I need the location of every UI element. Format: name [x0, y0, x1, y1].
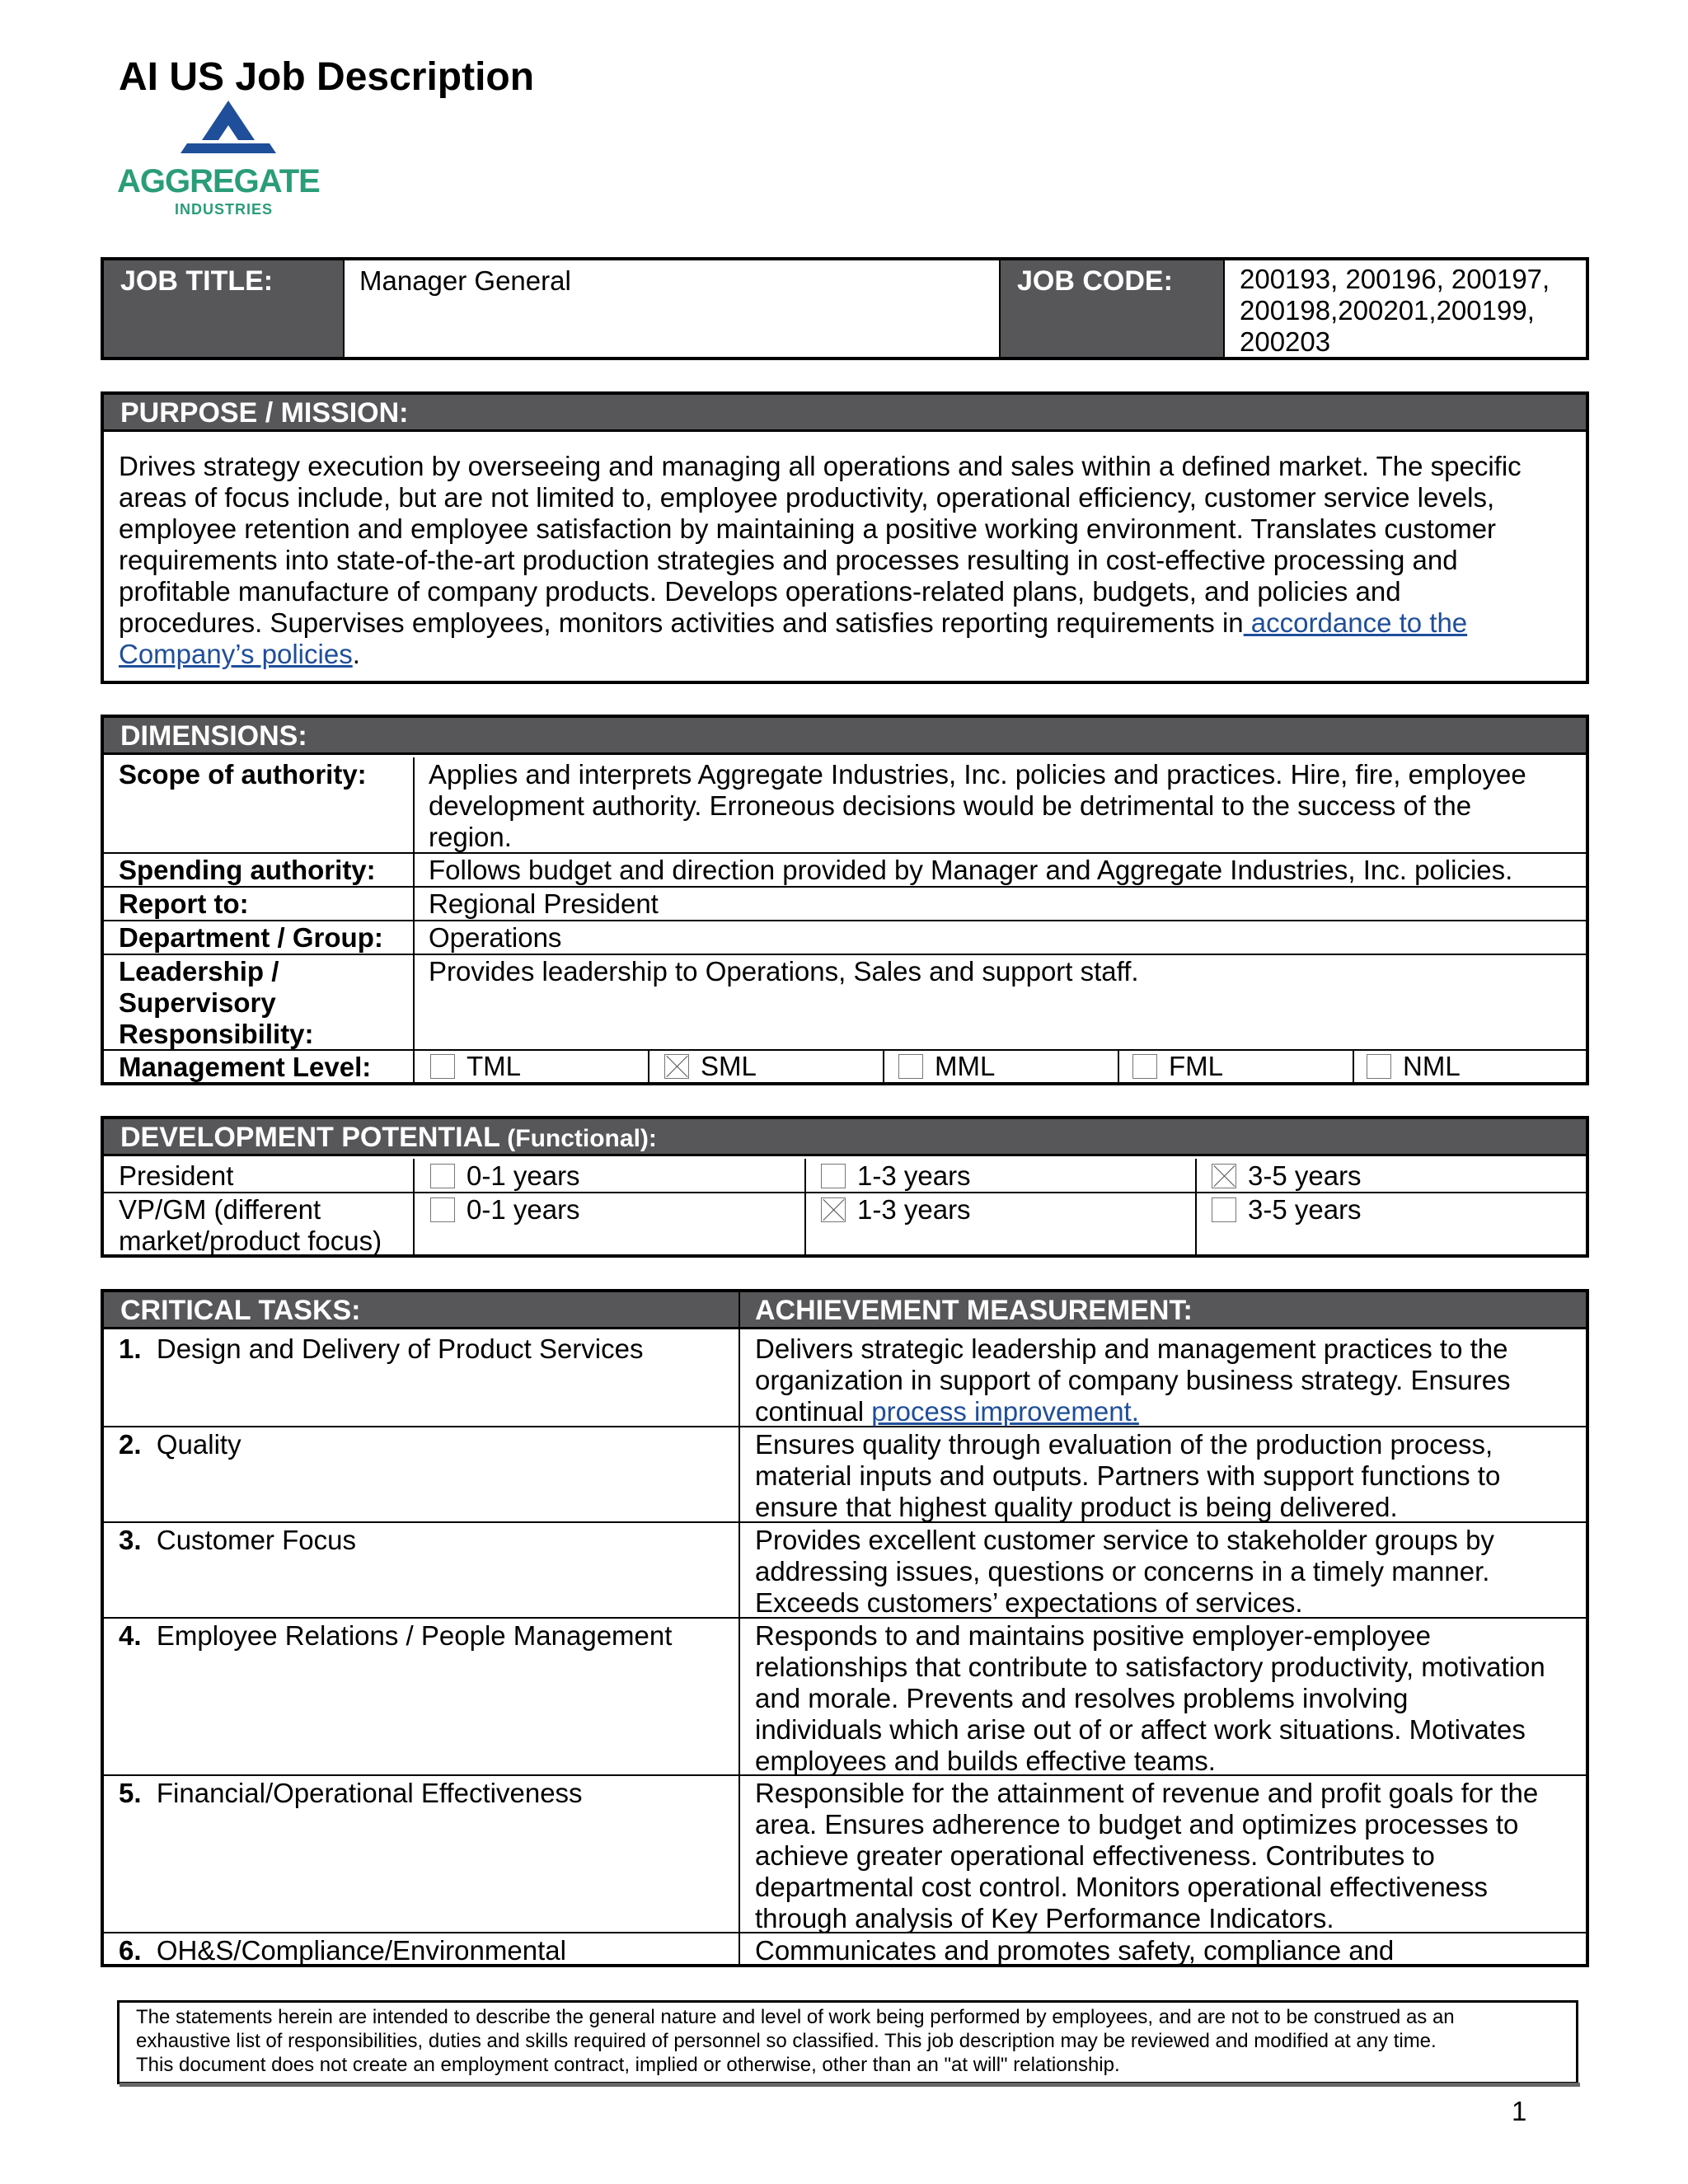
- leadership-value: Provides leadership to Operations, Sales and support staff.: [429, 956, 1139, 987]
- disclaimer-box: [117, 2000, 1578, 2084]
- dev-role-line: market/product focus): [119, 1226, 382, 1256]
- dev-timeframe-option: 3-5 years: [1248, 1194, 1362, 1225]
- dev-timeframe-option: 0-1 years: [467, 1160, 580, 1191]
- dev-timeframe-option: 1-3 years: [857, 1160, 971, 1191]
- task-cell: [119, 1333, 643, 1365]
- scope-line: region.: [429, 822, 512, 852]
- spending-label: Spending authority:: [119, 855, 376, 885]
- job-title-label: JOB TITLE:: [120, 265, 274, 297]
- report-label: Report to:: [119, 888, 249, 919]
- dev-timeframe-option: 1-3 years: [857, 1194, 971, 1225]
- management-level-option: FML: [1169, 1051, 1223, 1081]
- dept-label: Department / Group:: [119, 922, 383, 953]
- job-title-value: Manager General: [359, 265, 571, 296]
- job-code-line: 200198,200201,200199,: [1240, 295, 1535, 326]
- measurement-line: individuals which arise out of or affect work situations. Motivates: [755, 1714, 1526, 1745]
- measurement-cell: [755, 1935, 1579, 1966]
- page-title: AI US Job Description: [119, 55, 535, 99]
- management-level-option: TML: [467, 1051, 521, 1081]
- development-header: [104, 1119, 1586, 1156]
- task-number: 2.: [119, 1429, 142, 1460]
- purpose-line-text: procedures. Supervises employees, monitors activities and satisfies reporting requirements in: [119, 607, 1244, 638]
- purpose-header-text: PURPOSE / MISSION:: [120, 397, 409, 429]
- dev-timeframe-checkbox[interactable]: [1212, 1164, 1236, 1188]
- measurement-line: Communicates and promotes safety, compliance and: [755, 1935, 1395, 1966]
- task-name: Quality: [156, 1429, 241, 1460]
- measurement-line: relationships that contribute to satisfactory productivity, motivation: [755, 1652, 1545, 1682]
- dev-timeframe-checkbox[interactable]: [1212, 1197, 1236, 1222]
- measurement-line: and morale. Prevents and resolves problems involving: [755, 1683, 1409, 1713]
- job-title-label-cell: [104, 260, 343, 357]
- measurement-line: Delivers strategic leadership and management practices to the: [755, 1333, 1508, 1364]
- purpose-section: [101, 391, 1589, 684]
- purpose-line: requirements into state-of-the-art production strategies and processes resulting in cost-effective processing and: [119, 545, 1458, 575]
- measurement-line: employees and builds effective teams.: [755, 1746, 1216, 1776]
- measurement-line: ensure that highest quality product is being delivered.: [755, 1492, 1398, 1522]
- task-number: 4.: [119, 1620, 142, 1651]
- measurement-cell: [755, 1525, 1579, 1619]
- measurement-line-text: continual: [755, 1396, 872, 1427]
- task-number: 3.: [119, 1525, 142, 1555]
- purpose-line: Drives strategy execution by overseeing and managing all operations and sales within a defined market. The specific: [119, 451, 1522, 481]
- purpose-line: areas of focus include, but are not limited to, employee productivity, operational efficiency, customer service levels,: [119, 482, 1495, 513]
- disclaimer-line: exhaustive list of responsibilities, duties and skills required of personnel so classified. This job description may be reviewed and modified at any time.: [136, 2030, 1437, 2052]
- dept-value: Operations: [429, 922, 562, 953]
- tasks-header: [104, 1292, 1586, 1329]
- measurement-cell: [755, 1333, 1579, 1427]
- dev-role-line: President: [119, 1160, 234, 1191]
- dev-role: [119, 1160, 233, 1192]
- measurement-line-end: .: [1131, 1396, 1139, 1427]
- report-value: Regional President: [429, 888, 659, 919]
- management-level-checkbox[interactable]: [1132, 1054, 1157, 1079]
- measurement-line: addressing issues, questions or concerns in a timely manner.: [755, 1556, 1490, 1586]
- dimensions-header: [104, 718, 1586, 755]
- company-logo: [117, 99, 348, 223]
- purpose-line: [119, 607, 1578, 639]
- task-name: Design and Delivery of Product Services: [156, 1333, 644, 1364]
- job-code-label: JOB CODE:: [1017, 265, 1173, 297]
- leadership-label-line: Supervisory: [119, 987, 276, 1018]
- dev-timeframe-checkbox[interactable]: [821, 1164, 846, 1188]
- mgmt-label: Management Level:: [119, 1052, 372, 1082]
- scope-line: development authority. Erroneous decisions would be detrimental to the success of the: [429, 790, 1472, 821]
- logo-brand-text: AGGREGATE: [117, 163, 320, 199]
- job-code-line: 200193, 200196, 200197,: [1240, 264, 1550, 294]
- page-number: 1: [1512, 2096, 1527, 2126]
- task-number: 1.: [119, 1333, 142, 1364]
- management-level-option: SML: [701, 1051, 757, 1081]
- development-section: [101, 1116, 1589, 1258]
- policies-link-cont[interactable]: Company’s policies: [119, 639, 353, 669]
- purpose-header: [104, 395, 1586, 432]
- measurement-line: departmental cost control. Monitors operational effectiveness: [755, 1872, 1489, 1902]
- measurement-line: Ensures quality through evaluation of the production process,: [755, 1429, 1493, 1460]
- task-name: OH&S/Compliance/Environmental: [156, 1935, 566, 1966]
- management-level-option: MML: [935, 1051, 996, 1081]
- measurement-line: area. Ensures adherence to budget and optimizes processes to: [755, 1809, 1519, 1840]
- dev-role-line: VP/GM (different: [119, 1194, 321, 1225]
- dev-timeframe-option: 3-5 years: [1248, 1160, 1362, 1191]
- measurement-line: [755, 1396, 1579, 1427]
- leadership-label-line: Responsibility:: [119, 1019, 314, 1049]
- spending-value: Follows budget and direction provided by Manager and Aggregate Industries, Inc. policies.: [429, 855, 1513, 885]
- dev-role: [119, 1194, 382, 1257]
- purpose-line-end: .: [352, 639, 360, 669]
- logo-sub-text: INDUSTRIES: [175, 201, 274, 218]
- task-name: Financial/Operational Effectiveness: [156, 1778, 583, 1808]
- measurement-cell: [755, 1429, 1579, 1523]
- measurement-line: Exceeds customers’ expectations of services.: [755, 1587, 1303, 1618]
- task-cell: [119, 1429, 241, 1460]
- purpose-line: [119, 639, 1578, 670]
- tasks-header-right: ACHIEVEMENT MEASUREMENT:: [755, 1295, 1193, 1326]
- task-number: 5.: [119, 1778, 142, 1808]
- critical-tasks-section: [101, 1289, 1589, 1967]
- policies-link[interactable]: accordance to the: [1243, 607, 1468, 638]
- dev-timeframe-checkbox[interactable]: [430, 1197, 455, 1222]
- scope-label: Scope of authority:: [119, 759, 367, 790]
- dev-timeframe-option: 0-1 years: [467, 1194, 580, 1225]
- purpose-line: profitable manufacture of company products. Develops operations-related plans, budgets, and policies and: [119, 576, 1401, 607]
- task-cell: [119, 1935, 566, 1966]
- measurement-line: Responds to and maintains positive employer-employee: [755, 1620, 1431, 1651]
- scope-value: [429, 759, 1582, 853]
- task-number: 6.: [119, 1935, 142, 1966]
- process-improvement-link[interactable]: process improvement: [871, 1396, 1132, 1427]
- measurement-line: Responsible for the attainment of revenue and profit goals for the: [755, 1778, 1539, 1808]
- leadership-label: [119, 956, 314, 1050]
- logo-mark-icon: [179, 99, 278, 157]
- dimensions-section: [101, 715, 1589, 1085]
- tasks-header-left: CRITICAL TASKS:: [120, 1295, 361, 1326]
- disclaimer-line: This document does not create an employment contract, implied or otherwise, other than an "at will" relationship.: [136, 2054, 1120, 2076]
- purpose-body: [119, 451, 1578, 670]
- management-level-checkbox[interactable]: [664, 1054, 689, 1079]
- dev-timeframe-checkbox[interactable]: [821, 1197, 846, 1222]
- job-code-line: 200203: [1240, 326, 1331, 357]
- measurement-line: achieve greater operational effectiveness. Contributes to: [755, 1840, 1435, 1871]
- leadership-label-line: Leadership /: [119, 956, 279, 987]
- scope-line: Applies and interprets Aggregate Industries, Inc. policies and practices. Hire, fire, employee: [429, 759, 1526, 790]
- disclaimer-line: The statements herein are intended to describe the general nature and level of work being performed by employees, and are not to be construed as an: [136, 2006, 1455, 2028]
- job-code-value: [1240, 264, 1550, 358]
- management-level-checkbox[interactable]: [1367, 1054, 1391, 1079]
- management-level-checkbox[interactable]: [898, 1054, 923, 1079]
- measurement-line: material inputs and outputs. Partners with support functions to: [755, 1460, 1501, 1491]
- measurement-line: Provides excellent customer service to stakeholder groups by: [755, 1525, 1494, 1555]
- measurement-cell: [755, 1620, 1579, 1777]
- job-info-table: [101, 257, 1589, 360]
- measurement-line: organization in support of company business strategy. Ensures: [755, 1365, 1511, 1395]
- measurement-cell: [755, 1778, 1579, 1934]
- job-code-label-cell: [1001, 260, 1223, 357]
- task-cell: [119, 1778, 583, 1809]
- task-name: Customer Focus: [156, 1525, 356, 1555]
- development-header-sub: (Functional):: [499, 1125, 657, 1152]
- task-cell: [119, 1525, 356, 1556]
- measurement-line: through analysis of Key Performance Indicators.: [755, 1903, 1334, 1933]
- task-name: Employee Relations / People Management: [156, 1620, 673, 1651]
- management-level-option: NML: [1403, 1051, 1461, 1081]
- dev-timeframe-checkbox[interactable]: [430, 1164, 455, 1188]
- development-header-text: DEVELOPMENT POTENTIAL: [120, 1122, 500, 1153]
- dimensions-header-text: DIMENSIONS:: [120, 720, 307, 752]
- management-level-checkbox[interactable]: [430, 1054, 455, 1079]
- task-cell: [119, 1620, 672, 1652]
- purpose-line: employee retention and employee satisfaction by maintaining a positive working environment. Translates customer: [119, 513, 1497, 544]
- disclaimer-shadow: [120, 2083, 1580, 2087]
